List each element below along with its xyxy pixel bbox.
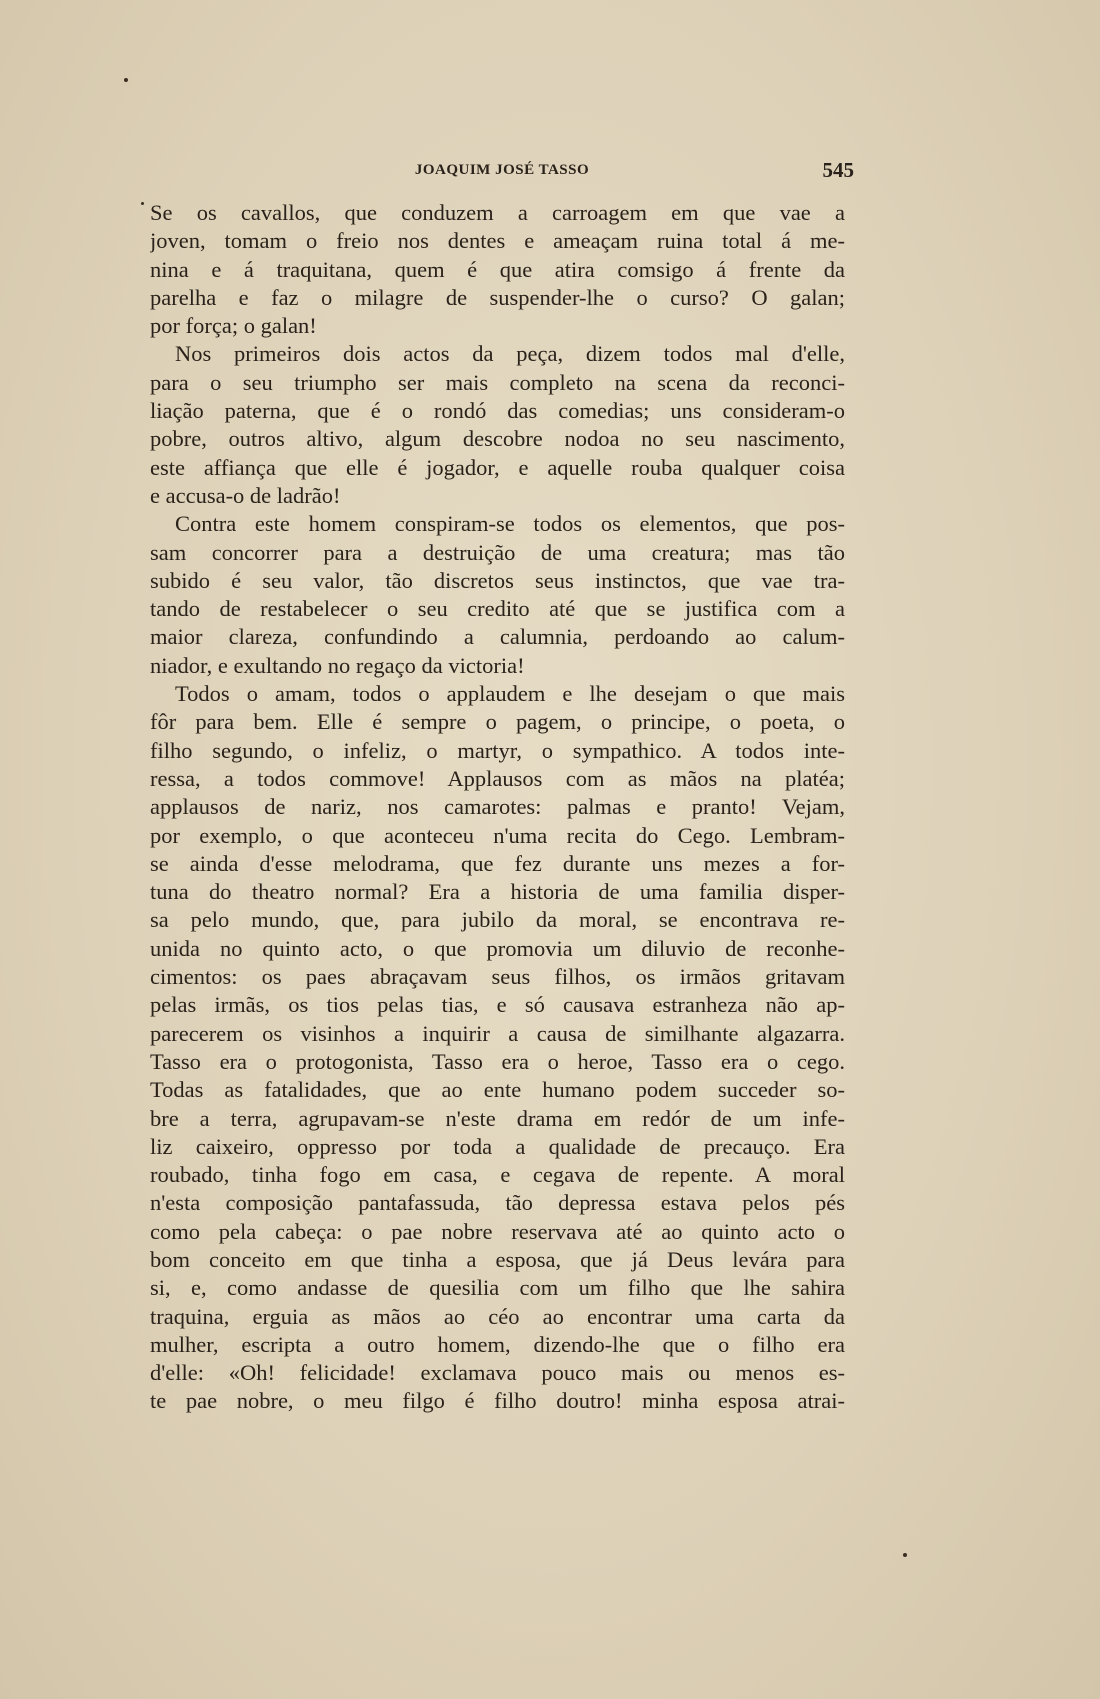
text-line: como pela cabeça: o pae nobre reservava até ao quinto acto o: [150, 1218, 845, 1244]
text-line: fôr para bem. Elle é sempre o pagem, o principe, o poeta, o: [150, 709, 845, 735]
text-line: Todas as fatalidades, que ao ente humano podem succeder so-: [150, 1077, 845, 1103]
text-line: Contra este homem conspiram-se todos os elementos, que pos-: [175, 511, 845, 537]
text-line: e accusa-o de ladrão!: [150, 482, 341, 508]
paragraph: [150, 199, 845, 340]
text-line: parelha e faz o milagre de suspender-lhe o curso? O galan;: [150, 284, 845, 310]
text-line: n'esta composição pantafassuda, tão depressa estava pelos pés: [150, 1190, 845, 1216]
text-line: bom conceito em que tinha a esposa, que já Deus levára para: [150, 1246, 845, 1272]
text-line: Se os cavallos, que conduzem a carroagem em que vae a: [150, 200, 845, 225]
text-line: ressa, a todos commove! Applausos com as mãos na platéa;: [150, 765, 845, 791]
page-header: [150, 158, 854, 186]
text-line: bre a terra, agrupavam-se n'este drama em redór de um infe-: [150, 1105, 845, 1131]
text-line: unida no quinto acto, o que promovia um diluvio de reconhe-: [150, 935, 845, 961]
text-line: se ainda d'esse melodrama, que fez durante uns mezes a for-: [150, 850, 845, 876]
text-line: roubado, tinha fogo em casa, e cegava de repente. A moral: [150, 1162, 845, 1188]
text-line: por força; o galan!: [150, 313, 317, 339]
text-line: Tasso era o protogonista, Tasso era o heroe, Tasso era o cego.: [150, 1048, 845, 1074]
page-number: 545: [822, 158, 854, 182]
text-line: sa pelo mundo, que, para jubilo da moral, se encontrava re-: [150, 907, 845, 933]
text-line: filho segundo, o infeliz, o martyr, o sympathico. A todos inte-: [150, 737, 845, 763]
text-line: tando de restabelecer o seu credito até que se justifica com a: [150, 596, 845, 622]
text-line: subido é seu valor, tão discretos seus instinctos, que vae tra-: [150, 567, 845, 593]
text-line: niador, e exultando no regaço da victoria!: [150, 652, 525, 678]
text-line: Nos primeiros dois actos da peça, dizem todos mal d'elle,: [175, 341, 845, 367]
text-line: pobre, outros altivo, algum descobre nodoa no seu nascimento,: [150, 426, 845, 452]
text-line: tuna do theatro normal? Era a historia de uma familia disper-: [150, 879, 845, 905]
text-line: nina e á traquitana, quem é que atira comsigo á frente da: [150, 256, 845, 282]
text-line: sam concorrer para a destruição de uma creatura; mas tão: [150, 539, 845, 565]
text-line: applausos de nariz, nos camarotes: palmas e pranto! Vejam,: [150, 794, 845, 820]
paragraph: [150, 510, 845, 680]
text-line: d'elle: «Oh! felicidade! exclamava pouco mais ou menos es-: [150, 1360, 845, 1386]
text-line: este affiança que elle é jogador, e aquelle rouba qualquer coisa: [150, 454, 845, 480]
text-line: liz caixeiro, oppresso por toda a qualidade de precauço. Era: [150, 1133, 845, 1159]
text-line: liação paterna, que é o rondó das comedias; uns consideram-o: [150, 398, 845, 424]
text-line: te pae nobre, o meu filgo é filho doutro! minha esposa atrai-: [150, 1388, 845, 1414]
text-line: joven, tomam o freio nos dentes e ameaçam ruina total á me-: [150, 228, 845, 254]
ink-speck: [903, 1553, 907, 1557]
paragraph: [150, 680, 845, 1416]
ink-speck: [141, 202, 144, 205]
text-line: para o seu triumpho ser mais completo na scena da reconci-: [150, 369, 845, 395]
text-line: por exemplo, o que aconteceu n'uma recita do Cego. Lembram-: [150, 822, 845, 848]
body-text: [150, 199, 845, 1416]
ink-speck: [124, 78, 128, 82]
text-line: traquina, erguia as mãos ao céo ao encontrar uma carta da: [150, 1303, 845, 1329]
text-line: mulher, escripta a outro homem, dizendo-lhe que o filho era: [150, 1331, 845, 1357]
text-line: parecerem os visinhos a inquirir a causa de similhante algazarra.: [150, 1020, 845, 1046]
text-line: maior clareza, confundindo a calumnia, perdoando ao calum-: [150, 624, 845, 650]
text-line: cimentos: os paes abraçavam seus filhos, os irmãos gritavam: [150, 964, 845, 990]
text-line: pelas irmãs, os tios pelas tias, e só causava estranheza não ap-: [150, 992, 845, 1018]
text-line: si, e, como andasse de quesilia com um filho que lhe sahira: [150, 1275, 845, 1301]
text-line: Todos o amam, todos o applaudem e lhe desejam o que mais: [175, 681, 845, 707]
running-title: JOAQUIM JOSÉ TASSO: [414, 162, 590, 178]
paragraph: [150, 340, 845, 510]
